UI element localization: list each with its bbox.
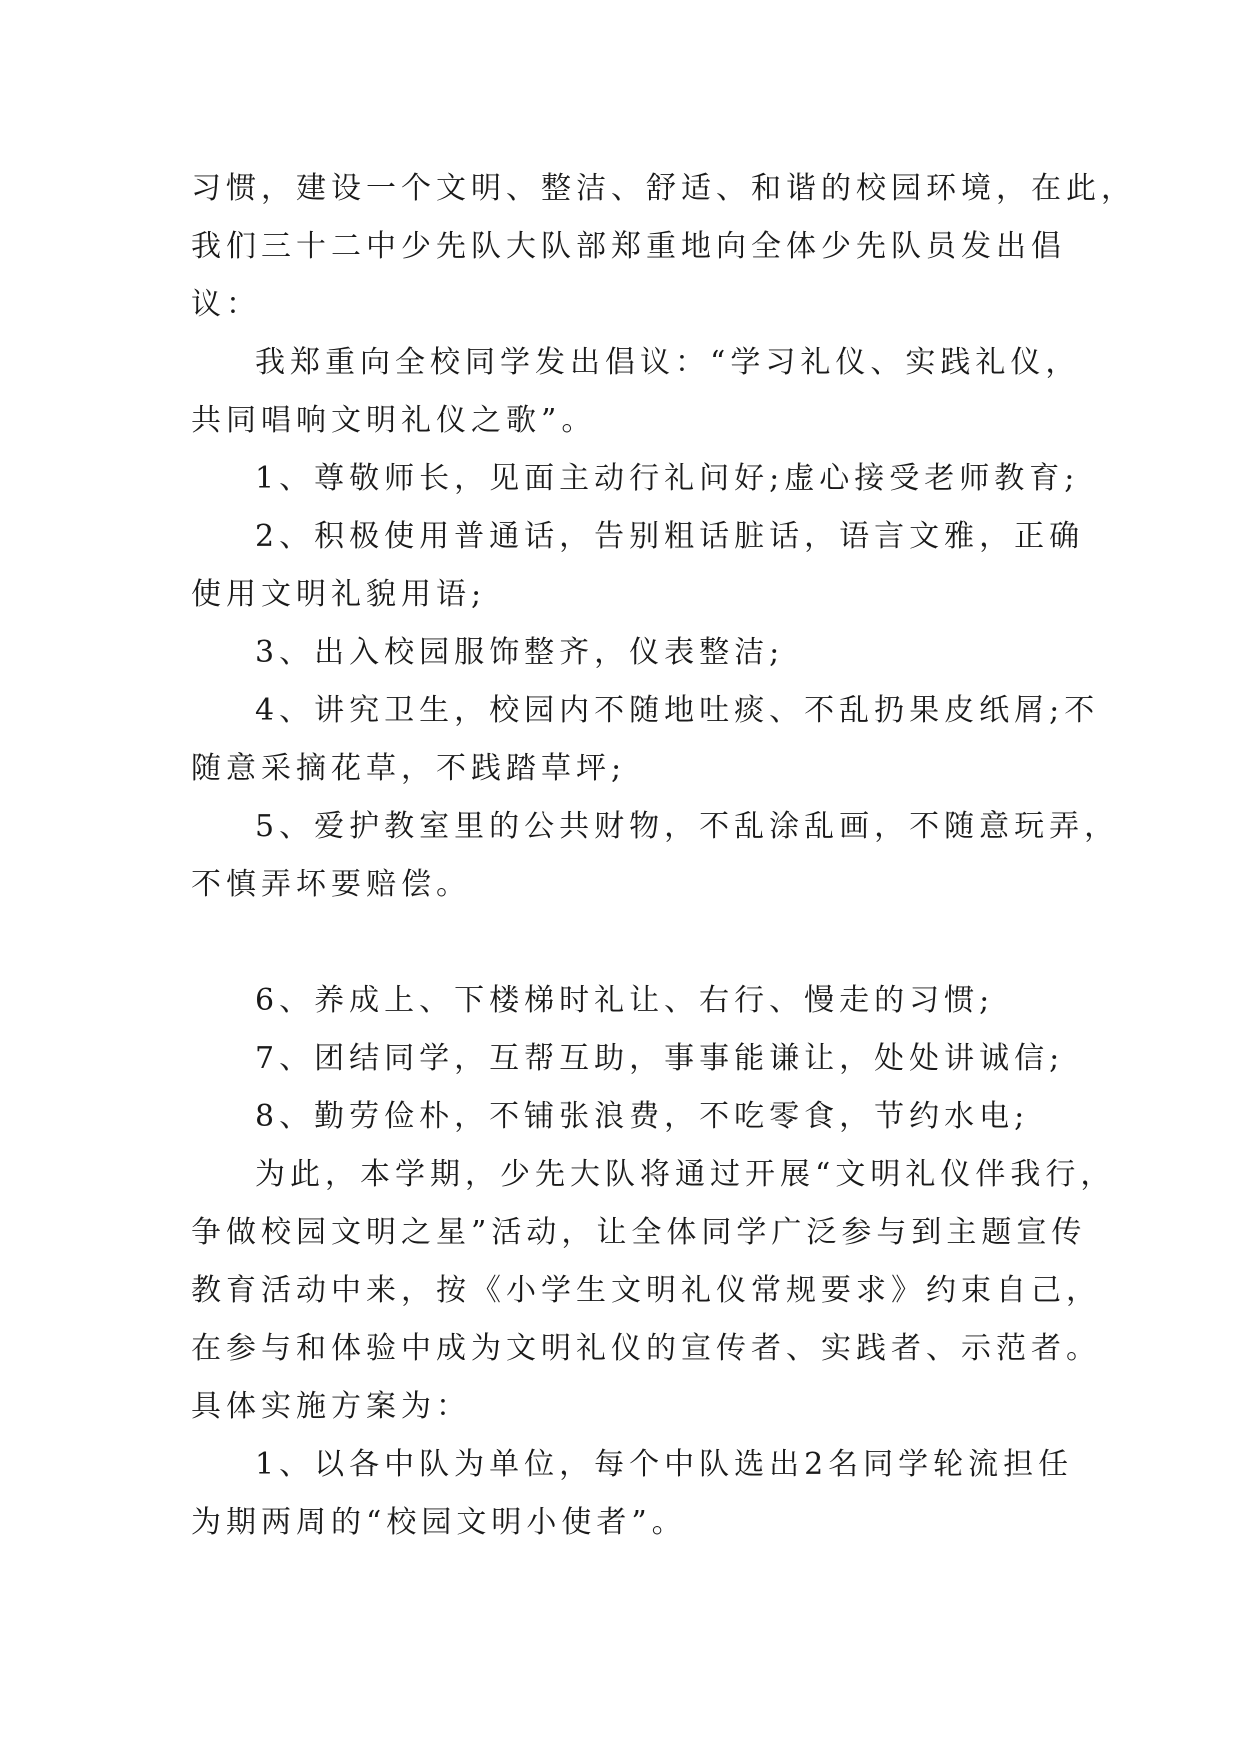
paragraph-line: 议： — [191, 287, 261, 322]
paragraph-line: 具体实施方案为： — [191, 1389, 471, 1424]
list-item: 2、积极使用普通话，告别粗话脏话，语言文雅，正确 — [255, 519, 1085, 554]
list-item-continuation: 使用文明礼貌用语; — [191, 577, 487, 612]
list-item-continuation: 不慎弄坏要赔偿。 — [191, 867, 471, 902]
list-item-continuation: 随意采摘花草，不践踏草坪; — [191, 751, 627, 786]
paragraph-line: 争做校园文明之星”活动，让全体同学广泛参与到主题宣传 — [191, 1215, 1087, 1250]
list-item: 7、团结同学，互帮互助，事事能谦让，处处讲诚信; — [255, 1041, 1065, 1076]
list-item: 1、以各中队为单位，每个中队选出2名同学轮流担任 — [255, 1447, 1074, 1482]
paragraph-line: 为此，本学期，少先大队将通过开展“文明礼仪伴我行， — [255, 1157, 1116, 1192]
list-item: 1、尊敬师长，见面主动行礼问好;虚心接受老师教育; — [255, 461, 1080, 496]
list-item: 3、出入校园服饰整齐，仪表整洁; — [255, 635, 785, 670]
document-body — [191, 160, 1136, 1552]
list-item-continuation: 为期两周的“校园文明小使者”。 — [191, 1505, 687, 1540]
paragraph-line: 共同唱响文明礼仪之歌”。 — [191, 403, 597, 438]
paragraph-line: 在参与和体验中成为文明礼仪的宣传者、实践者、示范者。 — [191, 1331, 1101, 1366]
paragraph-line: 习惯，建设一个文明、整洁、舒适、和谐的校园环境，在此， — [191, 171, 1136, 206]
list-item: 4、讲究卫生，校园内不随地吐痰、不乱扔果皮纸屑;不 — [255, 693, 1100, 728]
list-item: 8、勤劳俭朴，不铺张浪费，不吃零食，节约水电; — [255, 1099, 1030, 1134]
list-item: 6、养成上、下楼梯时礼让、右行、慢走的习惯; — [255, 983, 995, 1018]
paragraph-gap — [191, 914, 1061, 972]
paragraph-line: 教育活动中来，按《小学生文明礼仪常规要求》约束自己， — [191, 1273, 1101, 1308]
paragraph-line: 我们三十二中少先队大队部郑重地向全体少先队员发出倡 — [191, 229, 1066, 264]
list-item: 5、爱护教室里的公共财物，不乱涂乱画，不随意玩弄， — [255, 809, 1120, 844]
paragraph-line: 我郑重向全校同学发出倡议：“学习礼仪、实践礼仪， — [255, 345, 1081, 380]
